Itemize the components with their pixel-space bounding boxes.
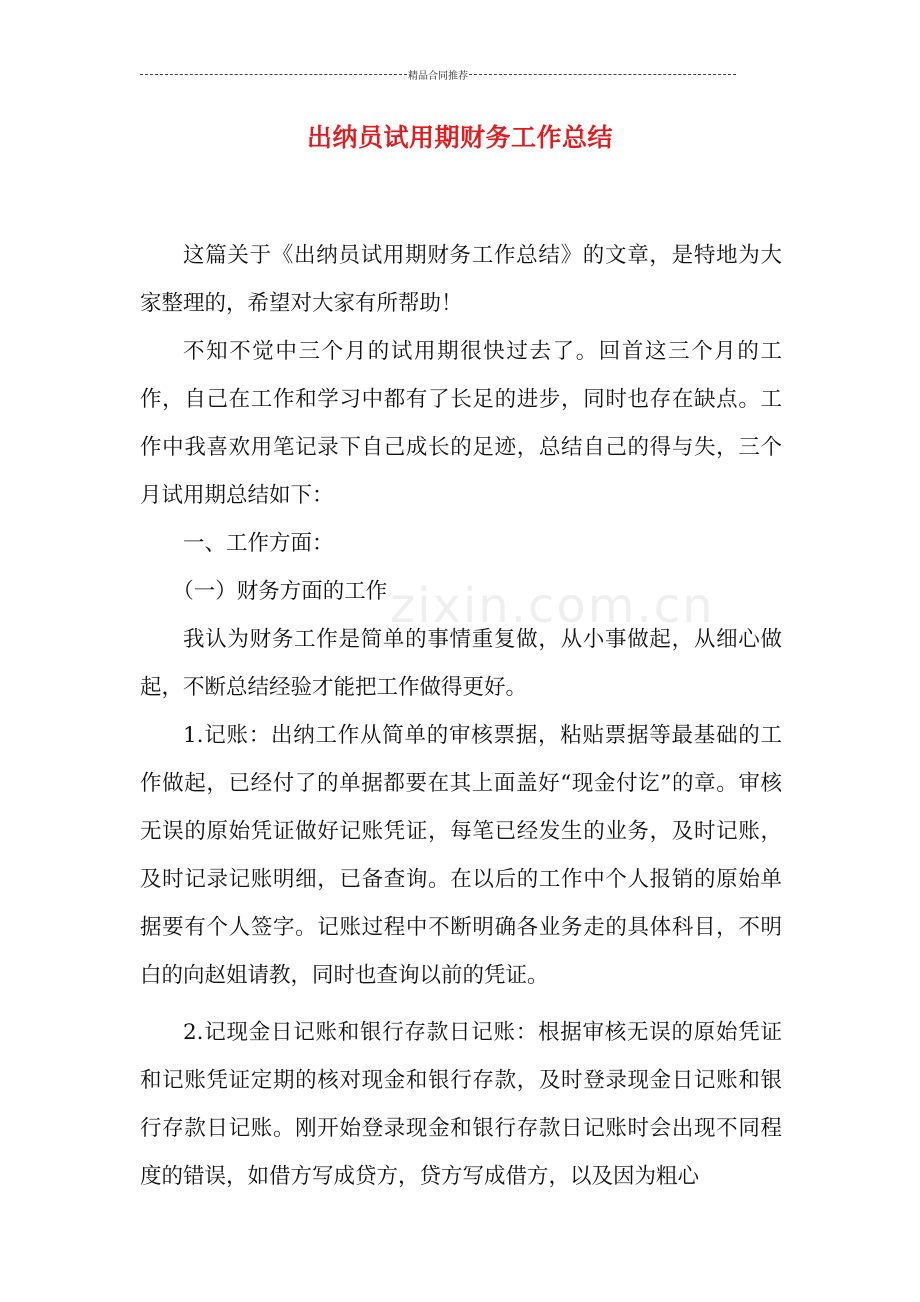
section-heading-work: 一、工作方面： bbox=[183, 531, 334, 556]
paragraph-cash-journal: 2.记现金日记账和银行存款日记账：根据审核无误的原始凭证和记账凭证定期的核对现金和银行存款，及时登录现金日记账和银行存款日记账。刚开始登录现金和银行存款日记账时会出现不同程度的错误，如借方写成贷方，贷方写成借方，以及因为粗心 bbox=[140, 1020, 782, 1189]
watermark: zixin.com.cn bbox=[390, 578, 715, 634]
paragraph-bookkeeping: 1.记账：出纳工作从简单的审核票据，粘贴票据等最基础的工作做起，已经付了的单据都要在其上面盖好“现金付讫”的章。审核无误的原始凭证做好记账凭证，每笔已经发生的业务，及时记账，及时记录记账明细，已备查询。在以后的工作中个人报销的原始单据要有个人签字。记账过程中不断明确各业务走的具体科目，不明白的向赵姐请教，同时也查询以前的凭证。 bbox=[140, 723, 782, 988]
paragraph-intro: 这篇关于《出纳员试用期财务工作总结》的文章，是特地为大家整理的，希望对大家有所帮助！ bbox=[140, 243, 782, 316]
subsection-heading-finance: （一）财务方面的工作 bbox=[172, 579, 388, 604]
paragraph-overview: 不知不觉中三个月的试用期很快过去了。回首这三个月的工作，自己在工作和学习中都有了长足的进步，同时也存在缺点。工作中我喜欢用笔记录下自己成长的足迹，总结自己的得与失，三个月试用期总结如下： bbox=[140, 339, 782, 508]
header-dash-left bbox=[140, 74, 407, 75]
document-body bbox=[140, 232, 782, 1201]
paragraph-finance-philosophy: 我认为财务工作是简单的事情重复做，从小事做起，从细心做起，不断总结经验才能把工作做得更好。 bbox=[140, 627, 782, 700]
header-text: 精品合同推荐 bbox=[408, 70, 468, 82]
document-title: 出纳员试用期财务工作总结 bbox=[306, 123, 613, 152]
header-dash-right bbox=[469, 74, 736, 75]
page-header bbox=[140, 66, 736, 82]
